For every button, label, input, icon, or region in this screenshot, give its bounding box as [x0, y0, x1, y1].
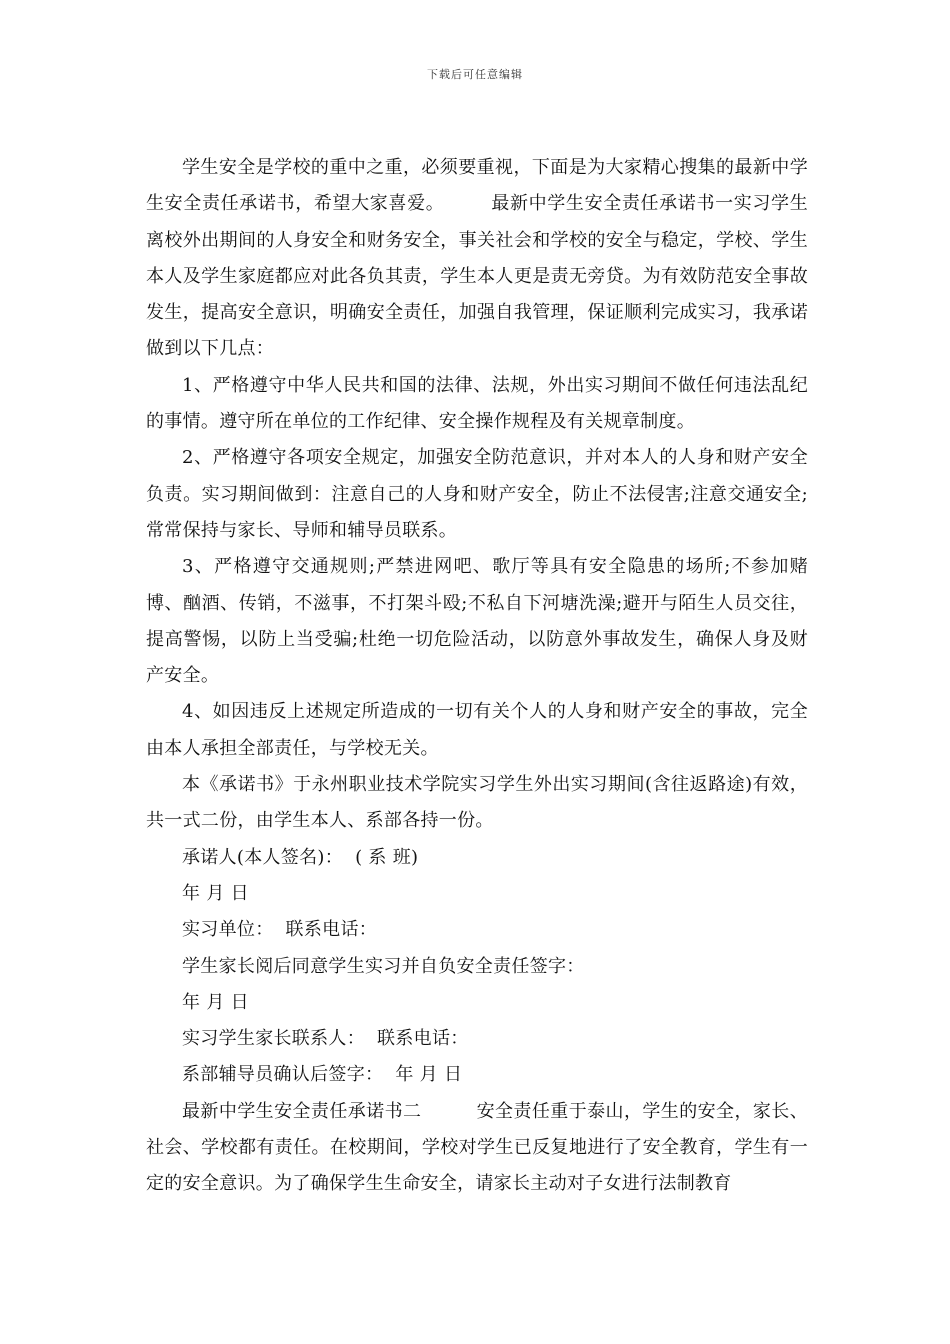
unit-phone-line: 实习单位： 联系电话： [182, 919, 378, 941]
date-line-1: 年 月 日 [182, 882, 249, 904]
document-body [146, 150, 808, 1203]
student-signature-line: 承诺人(本人签名)： ( 系 班) [182, 846, 419, 868]
pledge-item-4: 4、如因违反上述规定所造成的一切有关个人的人身和财产安全的事故，完全由本人承担全部责任，与学校无关。 [146, 701, 808, 759]
second-letter-paragraph: 最新中学生安全责任承诺书二 安全责任重于泰山，学生的安全，家长、社会、学校都有责任。在校期间，学校对学生已反复地进行了安全教育，学生有一定的安全意识。为了确保学生生命安全，请家长主动对子女进行法制教育 [146, 1100, 808, 1195]
pledge-item-3: 3、严格遵守交通规则;严禁进网吧、歌厅等具有安全隐患的场所;不参加赌博、酗酒、传销，不滋事，不打架斗殴;不私自下河塘洗澡;避开与陌生人员交往，提高警惕，以防上当受骗;杜绝一切危险活动，以防意外事故发生，确保人身及财产安全。 [146, 556, 808, 687]
date-line-2: 年 月 日 [182, 991, 249, 1013]
parent-consent-line: 学生家长阅后同意学生实习并自负安全责任签字： [182, 955, 585, 977]
pledge-item-1: 1、严格遵守中华人民共和国的法律、法规，外出实习期间不做任何违法乱纪的事情。遵守所在单位的工作纪律、安全操作规程及有关规章制度。 [146, 374, 808, 433]
counselor-signature-line: 系部辅导员确认后签字： 年 月 日 [182, 1064, 463, 1086]
intro-paragraph: 学生安全是学校的重中之重，必须要重视，下面是为大家精心搜集的最新中学生安全责任承诺书，希望大家喜爱。 最新中学生安全责任承诺书一实习学生离校外出期间的人身安全和财务安全，事关社会和学校的安全与稳定，学校、学生本人及学生家庭都应对此各负其责，学生本人更是责无旁贷。为有效防范安全事故发生，提高安全意识，明确安全责任，加强自我管理，保证顺利完成实习，我承诺做到以下几点： [146, 157, 808, 360]
parent-contact-line: 实习学生家长联系人： 联系电话： [182, 1028, 469, 1050]
page-header: 下载后可任意编辑 [427, 68, 523, 81]
validity-paragraph: 本《承诺书》于永州职业技术学院实习学生外出实习期间(含往返路途)有效，共一式二份，由学生本人、系部各持一份。 [146, 774, 808, 832]
pledge-item-2: 2、严格遵守各项安全规定，加强安全防范意识，并对本人的人身和财产安全负责。实习期间做到：注意自己的人身和财产安全，防止不法侵害;注意交通安全;常常保持与家长、导师和辅导员联系。 [146, 447, 808, 541]
